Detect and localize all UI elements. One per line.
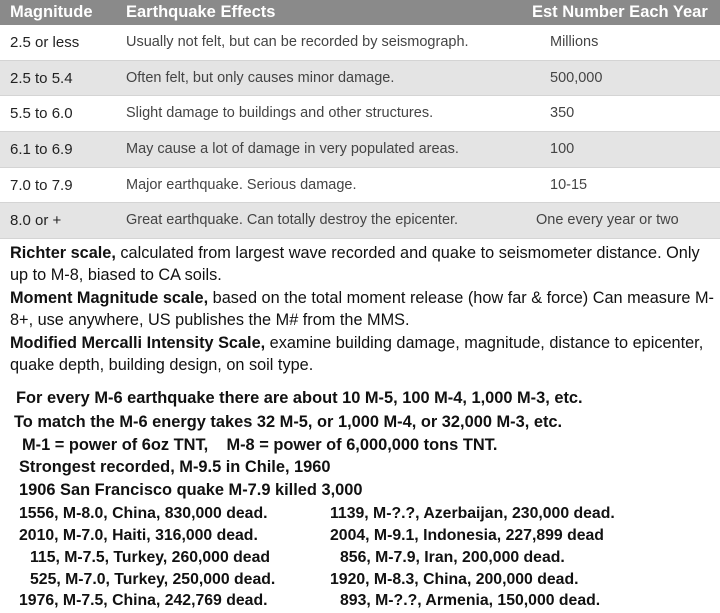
moment-magnitude-definition	[10, 288, 715, 331]
effect-cell: Great earthquake. Can totally destroy the epicenter.	[126, 212, 459, 229]
number-cell: Millions	[550, 34, 599, 50]
scale-text: calculated from largest wave recorded and quake to seismometer distance. Only up to M-8, biased to CA soils.	[10, 244, 700, 284]
table-row	[0, 61, 720, 97]
effect-cell: Often felt, but only causes minor damage.	[126, 69, 395, 86]
table-row	[0, 168, 720, 204]
number-cell: 100	[550, 141, 575, 158]
richter-definition	[10, 243, 715, 286]
table-row	[0, 132, 720, 168]
magnitude-cell: 2.5 or less	[10, 34, 80, 51]
mercalli-definition	[10, 333, 715, 376]
magnitude-table	[0, 0, 720, 239]
scale-name: Moment Magnitude scale,	[10, 289, 209, 307]
list-item: 2004, M-9.1, Indonesia, 227,899 dead	[330, 527, 604, 544]
table-header	[0, 0, 720, 25]
table-row	[0, 25, 720, 61]
scale-text: based on the total moment release (how far & force) Can measure M-8+, use anywhere, US publishes the M# from the MMS.	[10, 289, 714, 329]
scale-name: Modified Mercalli Intensity Scale,	[10, 334, 266, 352]
effect-cell: Major earthquake. Serious damage.	[126, 176, 357, 193]
list-item: 893, M-?.?, Armenia, 150,000 dead.	[340, 592, 601, 609]
header-effects: Earthquake Effects	[126, 3, 276, 21]
magnitude-cell: 6.1 to 6.9	[10, 141, 73, 159]
scale-text: examine building damage, magnitude, distance to epicenter, quake depth, building design, on soil type.	[10, 334, 704, 374]
list-item: 856, M-7.9, Iran, 200,000 dead.	[340, 549, 565, 566]
list-item: 1556, M-8.0, China, 830,000 dead.	[19, 505, 268, 522]
fact-line: Strongest recorded, M-9.5 in Chile, 1960	[19, 458, 331, 476]
effect-cell: Slight damage to buildings and other structures.	[126, 105, 434, 122]
list-item: 1976, M-7.5, China, 242,769 dead.	[19, 592, 268, 609]
magnitude-cell: 2.5 to 5.4	[10, 69, 73, 87]
fact-line: 1906 San Francisco quake M-7.9 killed 3,000	[19, 481, 363, 499]
list-item: 2010, M-7.0, Haiti, 316,000 dead.	[19, 527, 258, 544]
number-cell: 500,000	[550, 69, 603, 86]
list-item: 525, M-7.0, Turkey, 250,000 dead.	[30, 571, 276, 588]
list-item: 1139, M-?.?, Azerbaijan, 230,000 dead.	[330, 505, 615, 522]
fact-line: M-1 = power of 6oz TNT, M-8 = power of 6,000,000 tons TNT.	[22, 436, 498, 454]
scale-name: Richter scale,	[10, 244, 116, 262]
table-row	[0, 203, 720, 239]
header-number: Est Number Each Year	[532, 3, 708, 21]
table-row	[0, 96, 720, 132]
number-cell: 350	[550, 105, 575, 122]
number-cell: 10-15	[550, 176, 588, 193]
list-item: 115, M-7.5, Turkey, 260,000 dead	[30, 549, 271, 566]
magnitude-cell: 7.0 to 7.9	[10, 176, 73, 194]
scale-definitions	[10, 243, 715, 378]
magnitude-cell: 8.0 or +	[10, 212, 62, 230]
effect-cell: May cause a lot of damage in very populated areas.	[126, 141, 459, 158]
list-item: 1920, M-8.3, China, 200,000 dead.	[330, 571, 579, 588]
fact-line: To match the M-6 energy takes 32 M-5, or 1,000 M-4, or 32,000 M-3, etc.	[14, 413, 563, 431]
effect-cell: Usually not felt, but can be recorded by seismograph.	[126, 34, 469, 50]
fact-line: For every M-6 earthquake there are about 10 M-5, 100 M-4, 1,000 M-3, etc.	[16, 389, 583, 407]
number-cell: One every year or two	[536, 212, 679, 229]
header-magnitude: Magnitude	[10, 3, 93, 21]
magnitude-cell: 5.5 to 6.0	[10, 105, 73, 123]
